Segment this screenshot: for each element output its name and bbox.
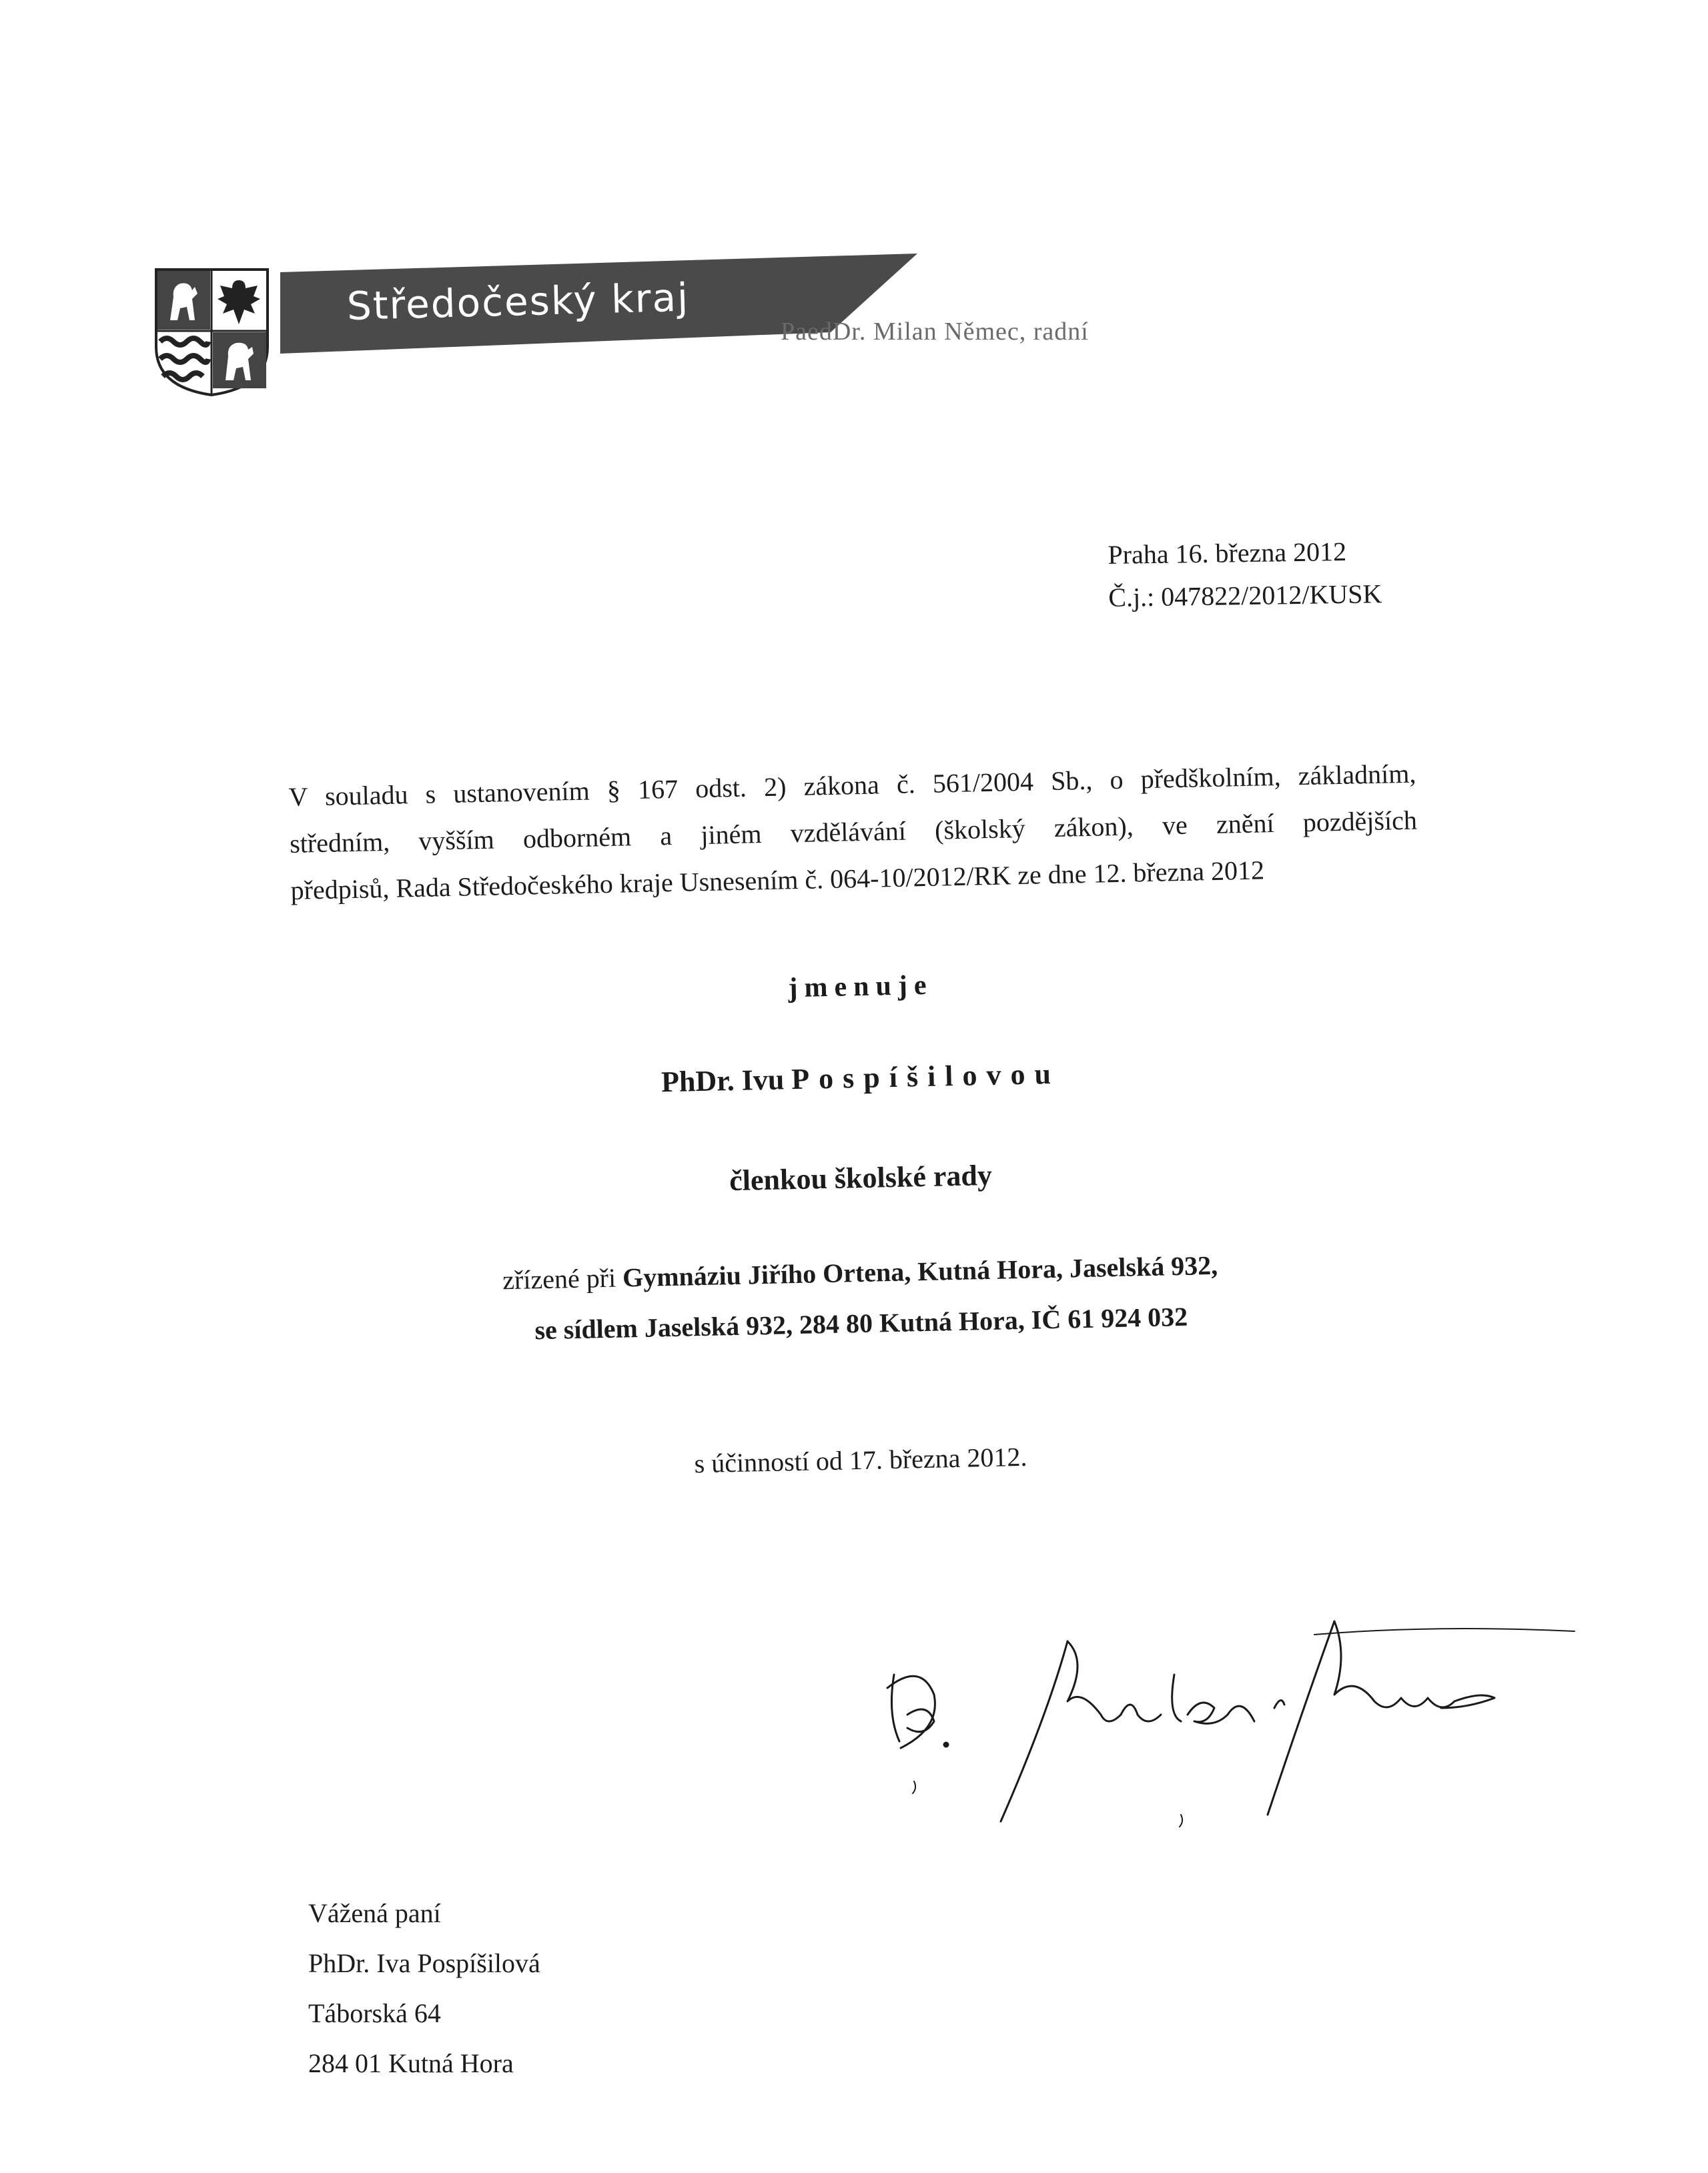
decision-verb: jmenuje — [788, 969, 933, 1004]
institution-address: se sídlem Jaselská 932, 284 80 Kutná Hora, IČ 61 924 032 — [534, 1301, 1188, 1346]
addressee-city: 284 01 Kutná Hora — [308, 2048, 514, 2078]
addressee-block — [308, 1888, 540, 2088]
place-date: Praha 16. března 2012 — [1108, 536, 1347, 570]
organization-title: Středočeský kraj — [346, 274, 690, 329]
body-paragraph — [288, 751, 1418, 914]
appointee-role: členkou školské rady — [729, 1158, 993, 1198]
body-line: předpisů, Rada Středočeského kraje Usnesením č. 064-10/2012/RK ze dne 12. března 2012 — [290, 855, 1265, 905]
body-line: středním, vyšším odborném a jiném vzdělávání (školský zákon), ve znění pozdějších — [289, 805, 1418, 859]
institution-prefix: zřízené při — [502, 1262, 616, 1296]
appointee-surname: Pospíšilovou — [791, 1057, 1061, 1096]
institution-name: Gymnáziu Jiřího Ortena, Kutná Hora, Jaselská 932, — [622, 1250, 1218, 1293]
appointee-name — [427, 1051, 1295, 1104]
effective-date: s účinností od 17. března 2012. — [694, 1441, 1027, 1479]
date-block — [1108, 529, 1456, 619]
reference-number: Č.j.: 047822/2012/KUSK — [1108, 578, 1382, 612]
body-line: V souladu s ustanovením § 167 odst. 2) zákona č. 561/2004 Sb., o předškolním, základním, — [288, 758, 1416, 812]
salutation: Vážená paní — [308, 1898, 441, 1928]
handwritten-signature-icon — [867, 1615, 1601, 1868]
institution — [426, 1238, 1296, 1358]
official-name: PaedDr. Milan Němec, radní — [781, 318, 1089, 346]
coat-of-arms-icon — [153, 267, 270, 397]
addressee-name: PhDr. Iva Pospíšilová — [308, 1948, 540, 1978]
addressee-street: Táborská 64 — [308, 1998, 441, 2028]
appointee-prefix: PhDr. Ivu — [661, 1063, 785, 1099]
letterhead — [147, 254, 1201, 414]
